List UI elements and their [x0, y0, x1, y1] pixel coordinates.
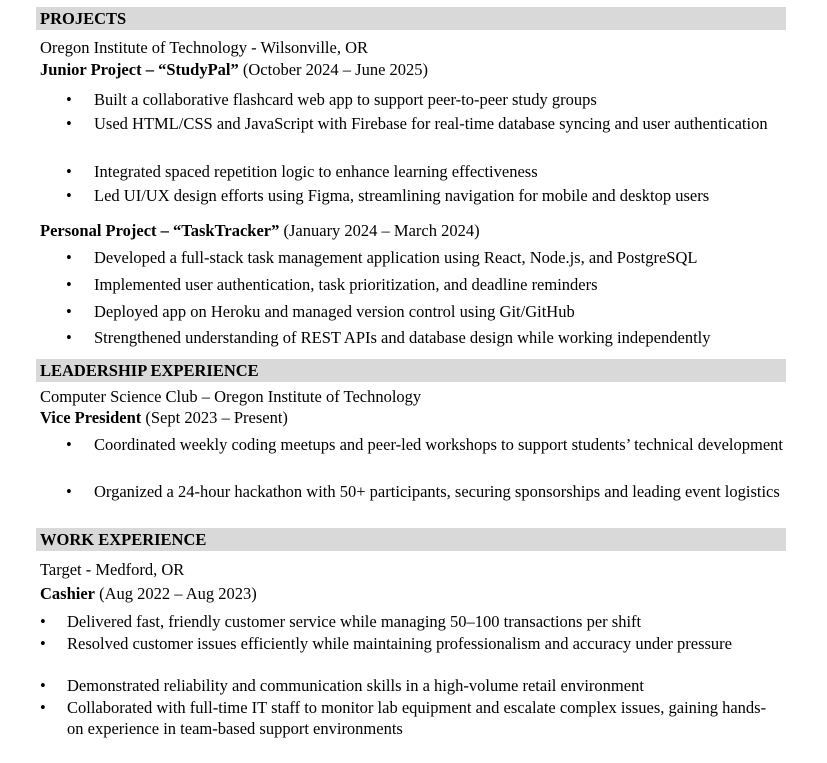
bullet-icon: • — [40, 612, 46, 631]
bullet-text: Led UI/UX design efforts using Figma, streamlining navigation for mobile and desktop users — [94, 186, 710, 205]
bullet-icon: • — [40, 698, 46, 717]
bullet-text: Built a collaborative flashcard web app to support peer-to-peer study groups — [94, 90, 597, 109]
leadership-role: Vice President — [40, 408, 142, 427]
work-dates: (Aug 2022 – Aug 2023) — [95, 584, 257, 603]
leadership-role-line — [40, 408, 288, 428]
bullet-icon: • — [66, 186, 72, 205]
bullet-text: Developed a full-stack task management application using React, Node.js, and PostgreSQL — [94, 248, 698, 267]
bullet-text: Resolved customer issues efficiently while maintaining professionalism and accuracy under pressure — [67, 634, 733, 653]
bullet-text: Delivered fast, friendly customer service while managing 50–100 transactions per shift — [67, 612, 642, 631]
bullet-text: Integrated spaced repetition logic to enhance learning effectiveness — [94, 162, 538, 181]
work-org-line: Target - Medford, OR — [40, 560, 185, 579]
bullet-icon: • — [66, 162, 72, 181]
bullet-text: Used HTML/CSS and JavaScript with Firebase for real-time database syncing and user authentication — [94, 114, 768, 133]
leadership-dates: (Sept 2023 – Present) — [141, 408, 288, 427]
bullet-icon: • — [66, 114, 72, 133]
work-role-line — [40, 584, 257, 604]
section-heading-leadership: LEADERSHIP EXPERIENCE — [36, 359, 786, 382]
bullet-icon: • — [66, 328, 72, 347]
section-heading-work: WORK EXPERIENCE — [36, 528, 786, 551]
bullet-text: Organized a 24-hour hackathon with 50+ participants, securing sponsorships and leading event logistics — [94, 482, 780, 501]
bullet-text: Implemented user authentication, task prioritization, and deadline reminders — [94, 275, 598, 294]
project-2-title-line — [40, 221, 480, 241]
bullet-icon: • — [66, 275, 72, 294]
project-2-dates: (January 2024 – March 2024) — [279, 221, 480, 240]
project-1-dates: (October 2024 – June 2025) — [238, 60, 429, 79]
bullet-icon: • — [66, 482, 72, 501]
project-org-line: Oregon Institute of Technology - Wilsonville, OR — [40, 38, 368, 57]
bullet-text: Demonstrated reliability and communication skills in a high-volume retail environment — [67, 676, 644, 695]
project-1-title: Junior Project – “StudyPal” — [40, 60, 239, 79]
section-heading-projects: PROJECTS — [36, 7, 786, 30]
bullet-icon: • — [66, 302, 72, 321]
bullet-icon: • — [66, 248, 72, 267]
bullet-text: Collaborated with full-time IT staff to monitor lab equipment and escalate complex issues, gaining hands-on experience in team-based support environments — [67, 698, 767, 738]
bullet-icon: • — [66, 435, 72, 454]
bullet-text: Deployed app on Heroku and managed version control using Git/GitHub — [94, 302, 575, 321]
leadership-org-line: Computer Science Club – Oregon Institute of Technology — [40, 387, 422, 406]
project-1-title-line — [40, 60, 428, 80]
bullet-icon: • — [66, 90, 72, 109]
bullet-icon: • — [40, 634, 46, 653]
bullet-text: Coordinated weekly coding meetups and peer-led workshops to support students’ technical development — [94, 435, 783, 454]
bullet-text: Strengthened understanding of REST APIs and database design while working independently — [94, 328, 711, 347]
project-2-title: Personal Project – “TaskTracker” — [40, 221, 280, 240]
work-role: Cashier — [40, 584, 95, 603]
bullet-icon: • — [40, 676, 46, 695]
